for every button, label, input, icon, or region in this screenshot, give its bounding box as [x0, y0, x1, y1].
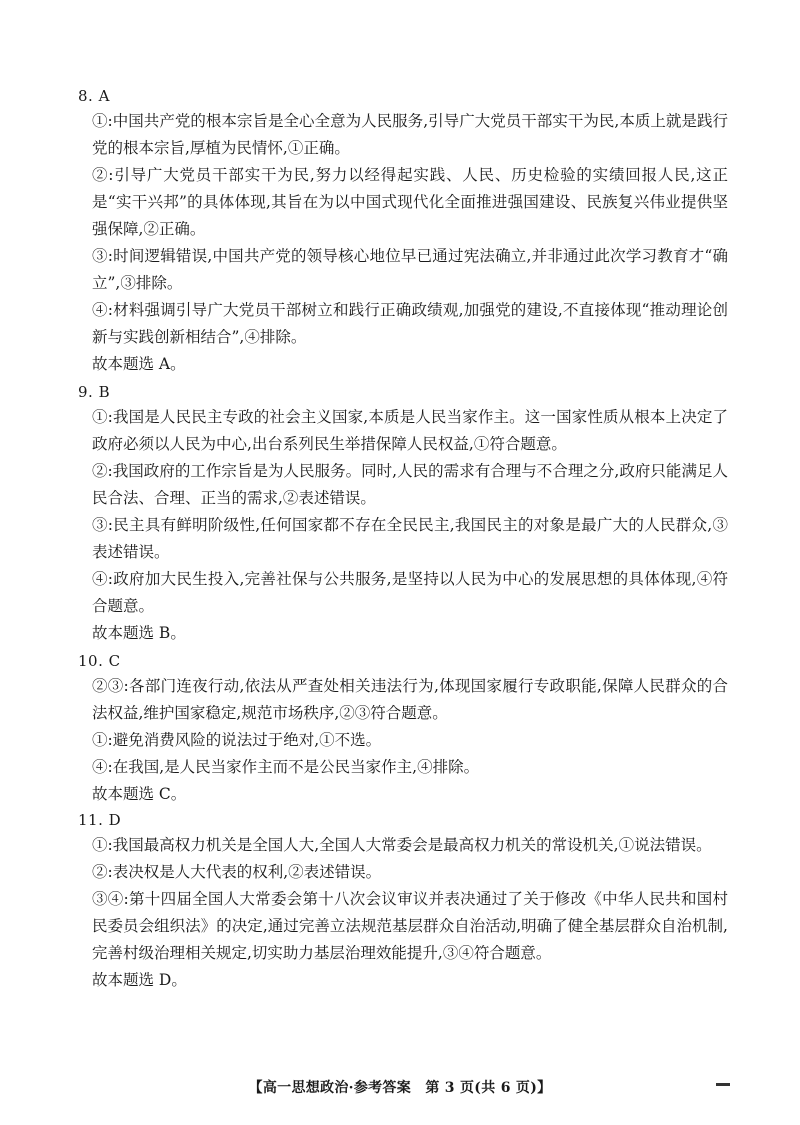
- question-11: [78, 808, 728, 994]
- question-number: 11. D: [78, 811, 122, 829]
- analysis-paragraph: ④:在我国,是人民当家作主而不是公民当家作主,④排除。: [92, 758, 480, 776]
- question-number: 8. A: [78, 87, 110, 105]
- footer-dash-mark: [716, 1083, 730, 1086]
- answer-conclusion: 故本题选 C。: [92, 785, 187, 803]
- analysis-paragraph: ④:材料强调引导广大党员干部树立和践行正确政绩观,加强党的建设,不直接体现“推动理论创新与实践创新相结合”,④排除。: [92, 301, 728, 346]
- question-number: 10. C: [78, 652, 121, 670]
- analysis-paragraph: ③:时间逻辑错误,中国共产党的领导核心地位早已通过宪法确立,并非通过此次学习教育才“确立”,③排除。: [92, 247, 728, 292]
- answer-conclusion: 故本题选 B。: [92, 624, 186, 642]
- analysis-paragraph: ①:我国是人民民主专政的社会主义国家,本质是人民当家作主。这一国家性质从根本上决定了政府必须以人民为中心,出台系列民生举措保障人民权益,①符合题意。: [92, 408, 728, 453]
- analysis-paragraph: ②:我国政府的工作宗旨是为人民服务。同时,人民的需求有合理与不合理之分,政府只能满足人民合法、合理、正当的需求,②表述错误。: [92, 462, 728, 507]
- question-10: [78, 649, 728, 808]
- question-8: [78, 84, 728, 378]
- analysis-paragraph: ④:政府加大民生投入,完善社保与公共服务,是坚持以人民为中心的发展思想的具体体现,④符合题意。: [92, 570, 728, 615]
- analysis-paragraph: ③④:第十四届全国人大常委会第十八次会议审议并表决通过了关于修改《中华人民共和国村民委员会组织法》的决定,通过完善立法规范基层群众自治活动,明确了健全基层群众自治机制,完善村级治理相关规定,切实助力基层治理效能提升,③④符合题意。: [92, 890, 728, 962]
- analysis-paragraph: ①:中国共产党的根本宗旨是全心全意为人民服务,引导广大党员干部实干为民,本质上就是践行党的根本宗旨,厚植为民情怀,①正确。: [92, 112, 728, 157]
- answer-conclusion: 故本题选 A。: [92, 355, 186, 373]
- page-footer: 【高一思想政治·参考答案 第 3 页(共 6 页)】: [248, 1080, 552, 1096]
- answer-conclusion: 故本题选 D。: [92, 971, 187, 989]
- analysis-paragraph: ②③:各部门连夜行动,依法从严查处相关违法行为,体现国家履行专政职能,保障人民群众的合法权益,维护国家稳定,规范市场秩序,②③符合题意。: [92, 677, 728, 722]
- analysis-paragraph: ①:避免消费风险的说法过于绝对,①不选。: [92, 731, 382, 749]
- analysis-paragraph: ②:表决权是人大代表的权利,②表述错误。: [92, 863, 382, 881]
- question-number: 9. B: [78, 383, 111, 401]
- analysis-paragraph: ①:我国最高权力机关是全国人大,全国人大常委会是最高权力机关的常设机关,①说法错误。: [92, 836, 712, 854]
- analysis-paragraph: ②:引导广大党员干部实干为民,努力以经得起实践、人民、历史检验的实绩回报人民,这正是“实干兴邦”的具体体现,其旨在为以中国式现代化全面推进强国建设、民族复兴伟业提供坚强保障,②正确。: [92, 166, 728, 238]
- question-9: [78, 380, 728, 647]
- analysis-paragraph: ③:民主具有鲜明阶级性,任何国家都不存在全民民主,我国民主的对象是最广大的人民群众,③表述错误。: [92, 516, 728, 561]
